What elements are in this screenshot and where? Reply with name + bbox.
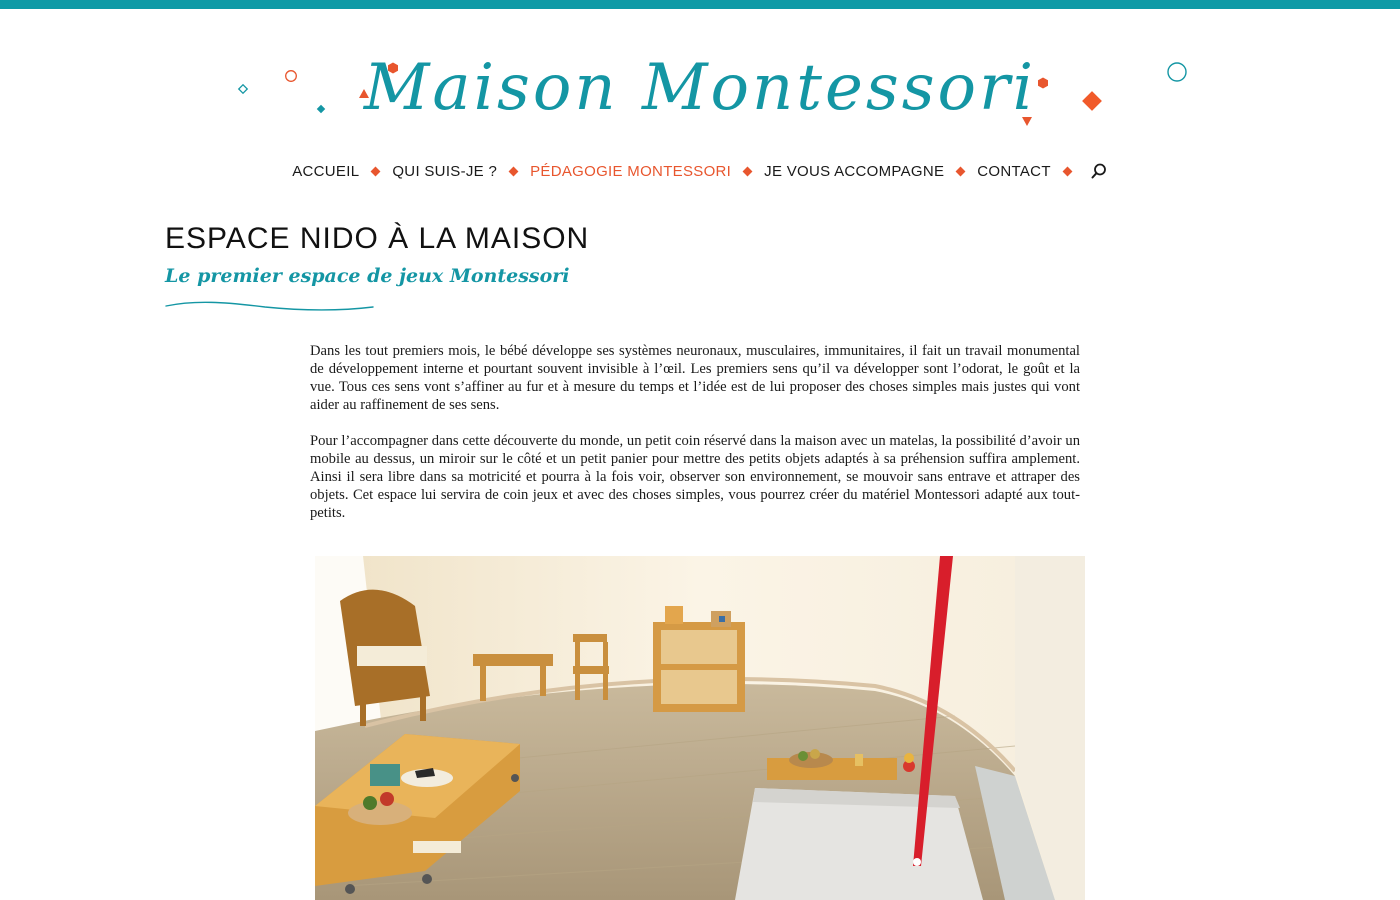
site-header	[0, 40, 1400, 150]
article-paragraph: Dans les tout premiers mois, le bébé développe ses systèmes neuronaux, musculaires, immunitaires, il fait un travail monumental de développement interne et pourtant souvent invisible à l’œil. Les premiers sens qu’il va développer sont l’odorat, le goût et la vue. Tous ces sens vont s’affiner au fur et à mesure du temps et l’idée est de lui proposer des choses simples mais justes qui vont aider au raffinement de ses sens.	[310, 343, 1080, 413]
nav-separator-diamond-icon	[956, 166, 966, 176]
site-logo[interactable]: Maison Montessori	[363, 51, 1037, 125]
article-paragraph: Pour l’accompagner dans cette découverte du monde, un petit coin réservé dans la maison avec un matelas, la possibilité d’avoir un mobile au dessus, un miroir sur le côté et un petit panier pour mettre des petits objets adaptés à sa préhension suffira amplement. Ainsi il sera libre dans sa motricité et pourra à la fois voir, observer son environnement, se mouvoir sans entrave et attraper des objets. Cet espace lui servira de coin jeux et avec des choses simples, vous pourrez créer du matériel Montessori adapté aux tout-petits.	[310, 433, 1080, 521]
squiggle-divider-icon	[165, 298, 375, 314]
page-title: ESPACE NIDO À LA MAISON	[165, 222, 590, 255]
top-accent-bar	[0, 0, 1400, 9]
nav-separator-diamond-icon	[371, 166, 381, 176]
nav-item-accueil[interactable]: ACCUEIL	[292, 162, 360, 180]
nav-item-qui-suis-je[interactable]: QUI SUIS-JE ?	[392, 162, 498, 180]
nav-item-contact[interactable]: CONTACT	[977, 162, 1051, 180]
nav-item-pedagogie-montessori[interactable]: PÉDAGOGIE MONTESSORI	[530, 162, 732, 180]
nido-room-photo	[315, 556, 1085, 900]
main-navigation	[0, 158, 1400, 184]
nav-separator-diamond-icon	[1062, 166, 1072, 176]
nido-room-illustration	[315, 556, 1085, 900]
search-icon[interactable]	[1090, 162, 1108, 180]
nav-separator-diamond-icon	[509, 166, 519, 176]
page-subtitle: Le premier espace de jeux Montessori	[165, 265, 570, 287]
article-content	[310, 342, 1080, 540]
nav-item-je-vous-accompagne[interactable]: JE VOUS ACCOMPAGNE	[764, 162, 945, 180]
nav-separator-diamond-icon	[743, 166, 753, 176]
